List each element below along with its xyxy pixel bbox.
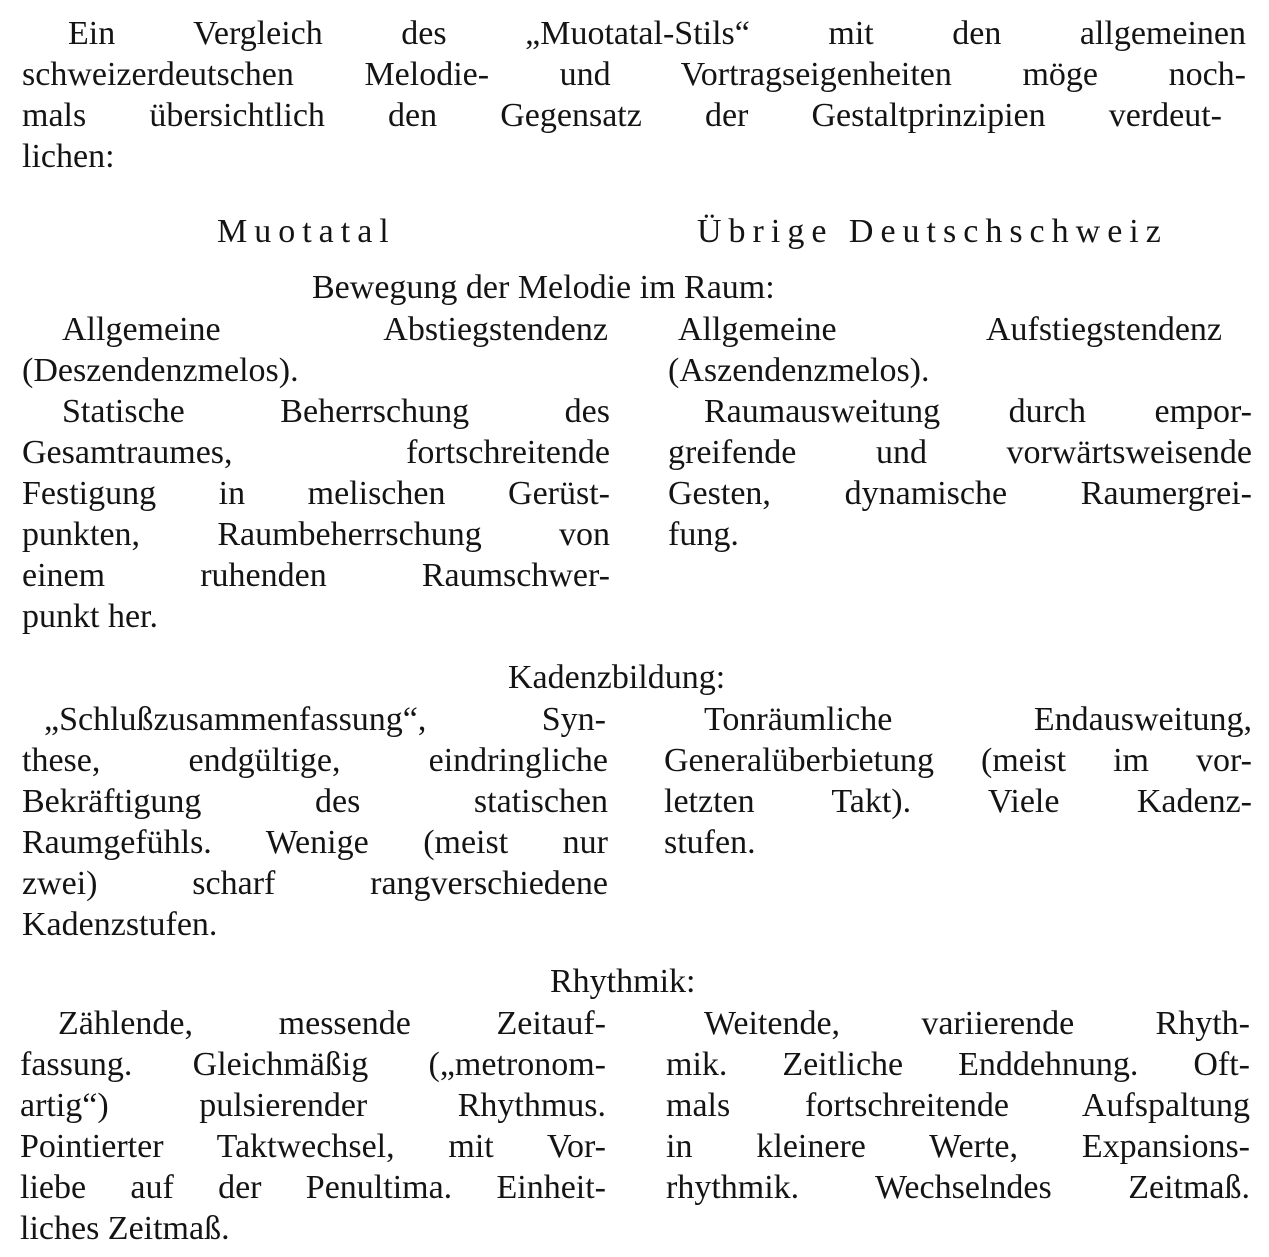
section-heading: Kadenzbildung: bbox=[508, 659, 726, 696]
left-line: Kadenzstufen. bbox=[22, 906, 218, 943]
right-line: letzten Takt). Viele Kadenz- bbox=[664, 783, 1252, 820]
right-line: in kleinere Werte, Expansions- bbox=[666, 1128, 1250, 1165]
right-line: Weitende, variierende Rhyth- bbox=[704, 1005, 1250, 1042]
left-line: artig“) pulsierender Rhythmus. bbox=[20, 1087, 606, 1124]
right-line: stufen. bbox=[664, 824, 756, 861]
right-line: (Aszendenzmelos). bbox=[668, 352, 930, 389]
left-line: liebe auf der Penultima. Einheit- bbox=[20, 1169, 606, 1206]
intro-line-2: schweizerdeutschen Melodie- und Vortragseigenheiten möge noch- bbox=[22, 56, 1246, 93]
section-heading: Bewegung der Melodie im Raum: bbox=[312, 269, 775, 306]
intro-line-1: Ein Vergleich des „Muotatal-Stils“ mit den allgemeinen bbox=[68, 15, 1246, 52]
left-line: einem ruhenden Raumschwer- bbox=[22, 557, 610, 594]
right-line: Tonräumliche Endausweitung, bbox=[704, 701, 1252, 738]
right-line: fung. bbox=[668, 516, 739, 553]
left-line: Statische Beherrschung des bbox=[62, 393, 610, 430]
right-line: Gesten, dynamische Raumergrei- bbox=[668, 475, 1252, 512]
left-line: fassung. Gleichmäßig („metronom- bbox=[20, 1046, 606, 1083]
right-line: Allgemeine Aufstiegstendenz bbox=[678, 311, 1222, 348]
left-line: Zählende, messende Zeitauf- bbox=[58, 1005, 606, 1042]
left-line: liches Zeitmaß. bbox=[20, 1210, 230, 1247]
intro-line-4: lichen: bbox=[22, 138, 115, 175]
intro-line-3: mals übersichtlich den Gegensatz der Gestaltprinzipien verdeut- bbox=[22, 97, 1222, 134]
left-line: (Deszendenzmelos). bbox=[22, 352, 299, 389]
left-line: Allgemeine Abstiegstendenz bbox=[62, 311, 608, 348]
section-heading: Rhythmik: bbox=[550, 963, 696, 1000]
right-line: mals fortschreitende Aufspaltung bbox=[666, 1087, 1250, 1124]
right-line: Raumausweitung durch empor- bbox=[704, 393, 1252, 430]
right-line: greifende und vorwärtsweisende bbox=[668, 434, 1252, 471]
left-line: Gesamtraumes, fortschreitende bbox=[22, 434, 610, 471]
left-line: Bekräftigung des statischen bbox=[22, 783, 608, 820]
left-line: punkt her. bbox=[22, 598, 158, 635]
left-line: „Schlußzusammenfassung“, Syn- bbox=[44, 701, 606, 738]
column-heading-left: Muotatal bbox=[217, 213, 396, 250]
left-line: zwei) scharf rangverschiedene bbox=[22, 865, 608, 902]
left-line: Pointierter Taktwechsel, mit Vor- bbox=[20, 1128, 606, 1165]
right-line: mik. Zeitliche Enddehnung. Oft- bbox=[666, 1046, 1250, 1083]
right-line: Generalüberbietung (meist im vor- bbox=[664, 742, 1252, 779]
left-line: these, endgültige, eindringliche bbox=[22, 742, 608, 779]
left-line: Raumgefühls. Wenige (meist nur bbox=[22, 824, 608, 861]
left-line: punkten, Raumbeherrschung von bbox=[22, 516, 610, 553]
column-heading-right: Übrige Deutschschweiz bbox=[697, 213, 1168, 250]
right-line: rhythmik. Wechselndes Zeitmaß. bbox=[666, 1169, 1250, 1206]
left-line: Festigung in melischen Gerüst- bbox=[22, 475, 610, 512]
